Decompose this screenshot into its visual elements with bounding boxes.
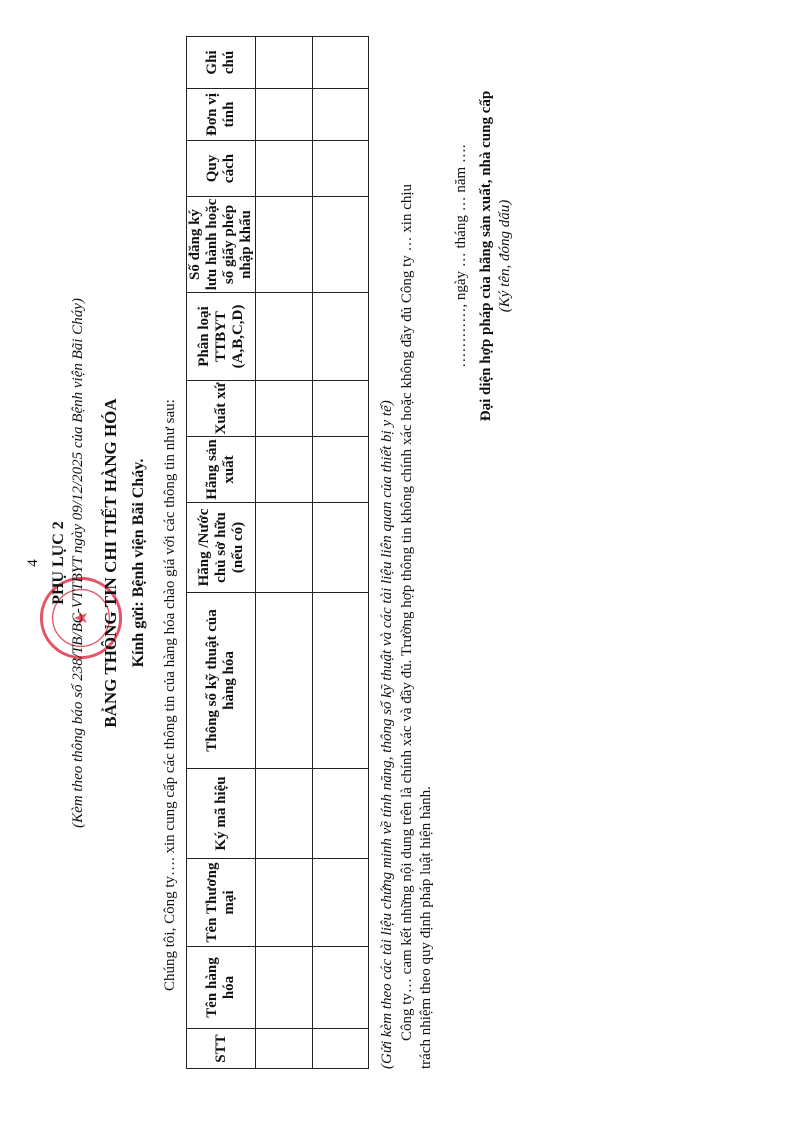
header-ten-thuong-mai: Tên Thương mại [187,859,256,947]
recipient-name: Bệnh viện Bãi Cháy. [130,458,147,598]
table-cell [256,593,313,769]
table-cell [256,1029,313,1069]
table-cell [256,769,313,859]
document-subtitle: (Kèm theo thông báo số 238/TB/BC-VTTBYT ngày 09/12/2025 của Bệnh viện Bãi Cháy) [70,298,86,828]
recipient-line [130,0,148,1126]
table-cell [312,293,369,381]
signature-title: Đại diện hợp pháp của hãng sản xuất, nhà cung cấp [478,90,494,422]
signature-note: (Ký tên, đóng dấu) [497,199,513,313]
header-ten-hang-hoa: Tên hàng hóa [187,947,256,1029]
goods-table [186,36,369,1069]
table-cell [312,197,369,293]
page-number: 4 [25,559,41,567]
header-stt: STT [187,1029,256,1069]
table-header-row [187,37,256,1069]
header-phan-loai-ttbyt: Phân loại TTBYT (A,B,C,D) [187,293,256,381]
header-don-vi-tinh: Đơn vị tính [187,89,256,141]
table-row [312,37,369,1069]
table-cell [312,437,369,503]
commitment-line-2: trách nhiệm theo quy định pháp luật hiện hành. [418,786,434,1069]
table-row [256,37,313,1069]
table-cell [256,503,313,593]
table-cell [312,859,369,947]
table-cell [256,947,313,1029]
header-ghi-chu: Ghi chú [187,37,256,89]
table-cell [256,37,313,89]
table-cell [312,141,369,197]
intro-text: Chúng tôi, Công ty…. xin cung cấp các thông tin của hàng hóa chào giá với các thông tin như sau: [162,399,178,991]
recipient-label: Kính gửi: [130,601,147,668]
header-so-dang-ky: Số đăng ký lưu hành hoặc số giấy phép nhập khẩu [187,197,256,293]
header-xuat-xu: Xuất xứ [187,381,256,437]
commitment-line-1: Công ty… cam kết những nội dung trên là chính xác và đầy đủ. Trường hợp thông tin không chính xác hoặc không đầy đủ Công ty … xin chịu [399,183,415,1041]
table-cell [312,381,369,437]
table-cell [256,381,313,437]
table-cell [256,141,313,197]
table-cell [312,89,369,141]
table-cell [312,947,369,1029]
date-line: …………, ngày … tháng … năm …. [453,144,469,368]
table-cell [312,769,369,859]
header-ky-ma-hieu: Ký mã hiệu [187,769,256,859]
header-hang-nuoc-chu-so-huu: Hãng /Nước chủ sở hữu (nếu có) [187,503,256,593]
header-thong-so-ky-thuat: Thông số kỹ thuật của hàng hóa [187,593,256,769]
table-cell [256,293,313,381]
table-cell [312,503,369,593]
main-title: BẢNG THÔNG TIN CHI TIẾT HÀNG HÓA [101,398,120,728]
header-quy-cach: Quy cách [187,141,256,197]
table-cell [256,197,313,293]
table-cell [256,437,313,503]
table-cell [312,593,369,769]
table-cell [312,37,369,89]
table-cell [256,859,313,947]
table-cell [256,89,313,141]
header-hang-san-xuat: Hãng sản xuất [187,437,256,503]
appendix-title: PHỤ LỤC 2 [50,521,67,605]
table-cell [312,1029,369,1069]
attachment-note: (Gửi kèm theo các tài liệu chứng minh về tính năng, thông số kỹ thuật và các tài liệu liên quan của thiết bị y tế) [379,400,395,1069]
